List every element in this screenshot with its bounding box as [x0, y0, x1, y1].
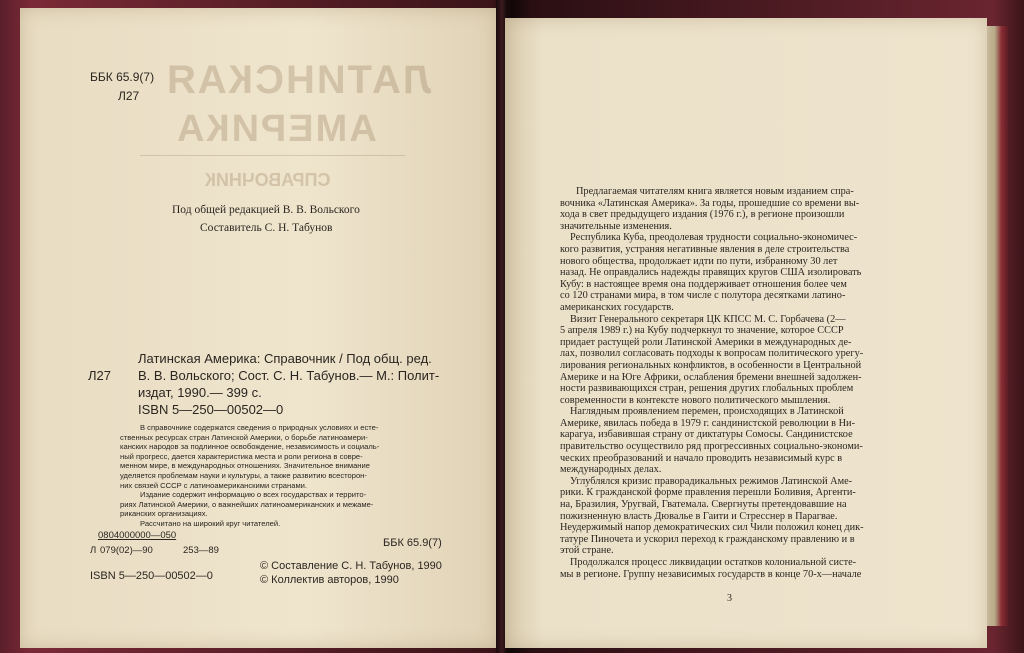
preface-line: современности в контексте нового политического мышления.	[560, 394, 831, 406]
preface-line: татуре Пиночета и ускорил переход к гражданскому правлению и в	[560, 533, 855, 545]
preface-line: Визит Генерального секретаря ЦК КПСС М. С. Горбачева (2—	[570, 313, 846, 325]
preface-line: карагуа, избавившая страну от диктатуры Сомосы. Сандинистское	[560, 429, 853, 441]
editor-line: Под общей редакцией В. В. Вольского	[172, 204, 360, 216]
annotation-line: риканских организациях.	[120, 509, 208, 519]
code-number: 253—89	[183, 545, 219, 556]
preface-line: ности развивающихся стран, решения других глобальных проблем	[560, 383, 854, 395]
preface-line: лирования региональных конфликтов, в особенности в Центральной	[560, 359, 862, 371]
preface-line: значительные изменения.	[560, 220, 672, 232]
annotation-line: уделяется проблемам науки и культуры, а также развитию всесторон-	[120, 470, 367, 480]
bibliography-mark: Л27	[88, 368, 111, 383]
page-edges	[986, 26, 1008, 626]
preface-line: Республика Куба, преодолевая трудности социально-экономичес-	[570, 232, 858, 244]
show-through-rule	[140, 155, 405, 156]
annotation-line: ственных ресурсах стран Латинской Америки, о борьбе латиноамери-	[120, 432, 368, 442]
preface-line: мы в регионе. Группу независимых государств в конце 70-х—начале	[560, 568, 862, 580]
annotation-line: ный прогресс, дается характеристика места и роли региона в совре-	[120, 451, 363, 461]
copyright-block	[260, 559, 442, 587]
show-through-subtitle-icon: АМЕРИКА	[175, 108, 377, 150]
preface-line: рики. К гражданской форме правления перешли Боливия, Аргенти-	[560, 487, 856, 499]
preface-line: Кубу: в настоящее время она поддерживает отношения более чем	[560, 278, 847, 290]
show-through-caption-icon: СПРАВОЧНИК	[205, 170, 331, 190]
preface-line: Неудержимый напор демократических сил Чили положил конец дик-	[560, 522, 864, 534]
footer-catalog-code: ББК 65.9(7)	[383, 537, 442, 549]
code-letter: Л	[90, 545, 97, 556]
annotation	[120, 423, 463, 529]
preface-line: этой стране.	[560, 545, 614, 557]
bibliography-line: ISBN 5—250—00502—0	[138, 402, 284, 417]
annotation-line: менном мире, в международных отношениях. Значительное внимание	[120, 461, 370, 471]
preface-line: Продолжался процесс ликвидации остатков колониальной систе-	[570, 557, 857, 568]
preface-line: американских государств.	[560, 301, 674, 313]
preface-line: Америке и на Юге Африки, ослабления бремени внешней задолжен-	[560, 371, 862, 383]
annotation-line: Рассчитано на широкий круг читателей.	[140, 518, 281, 528]
preface-line: лах, позволил согласовать подходы к вопросам политического урегу-	[560, 348, 864, 360]
preface-line: на, Бразилия, Уругвай, Гватемала. Свергнуты претендовавшие на	[560, 499, 847, 511]
preface-line: нового общества, продолжает идти по пути, избранному 30 лет	[560, 255, 838, 267]
bibliography-line: издат, 1990.— 399 с.	[138, 385, 262, 400]
annotation-line: В справочнике содержатся сведения о природных условиях и есте-	[140, 423, 379, 432]
catalog-letter: Л27	[118, 89, 140, 103]
annotation-line: них связей СССР с латиноамериканскими странами.	[120, 480, 308, 490]
preface-line: Предлагаемая читателям книга является новым изданием спра-	[576, 186, 854, 197]
preface-line: пожизненную власть Дювалье в Гаити и Стресснер в Парагвае.	[560, 510, 838, 522]
preface-line: 5 апреля 1989 г.) на Кубу подчеркнул то значение, которое СССР	[560, 325, 844, 337]
preface-line: назад. Не оправдались надежды правящих кругов США изолировать	[560, 267, 862, 279]
bibliography-line: В. В. Вольского; Сост. С. Н. Табунов.— М.: Полит-	[138, 368, 440, 383]
preface-line: кого развития, устраняя негативные явления в деле строительства	[560, 243, 850, 255]
preface-line: Углублялся кризис праворадикальных режимов Латинской Аме-	[570, 475, 853, 487]
annotation-line: канских народов за подлинное освобождение, независимость и социаль-	[120, 442, 380, 452]
preface-line: ческих преобразований и начало проводить независимый курс в	[560, 452, 843, 464]
compiler-line: Составитель С. Н. Табунов	[200, 222, 333, 234]
annotation-line: риях Латинской Америки, о важнейших латиноамериканских и межаме-	[120, 499, 374, 509]
annotation-line: Издание содержит информацию о всех государствах и террито-	[140, 490, 367, 500]
bibliography-line: Латинская Америка: Справочник / Под общ. ред.	[138, 351, 432, 366]
preface-line: со 120 странами мира, в том числе с полутора десятками латино-	[560, 290, 846, 302]
bibliography-entry	[138, 350, 439, 418]
preface-line: правительство осуществило ряд прогрессивных социально-экономи-	[560, 441, 863, 453]
catalog-code: ББК 65.9(7)	[90, 70, 155, 84]
preface-line: международных делах.	[560, 464, 662, 476]
preface-line: придает растущей роли Латинской Америки в международных де-	[560, 336, 852, 348]
preface-line: хода в свет предыдущего издания (1976 г.), в регионе произошли	[560, 209, 845, 221]
preface-line: Наглядным проявлением перемен, происходящих в Латинской	[570, 406, 844, 418]
code-numerator: 0804000000—050	[98, 530, 177, 541]
code-denominator: 079(02)—90	[100, 545, 153, 556]
page-number: 3	[727, 593, 732, 604]
preface-line: вочника «Латинская Америка». За годы, прошедшие со времени вы-	[560, 197, 860, 209]
footer-isbn: ISBN 5—250—00502—0	[90, 570, 213, 582]
preface-line: Америке, явилась победа в 1979 г. сандинистской революции в Ни-	[560, 417, 855, 429]
show-through-title-icon: ЛАТИНСКАЯ	[165, 58, 431, 102]
copyright-line: © Коллектив авторов, 1990	[260, 574, 399, 586]
copyright-line: © Составление С. Н. Табунов, 1990	[260, 560, 442, 572]
preface-text	[560, 186, 936, 580]
